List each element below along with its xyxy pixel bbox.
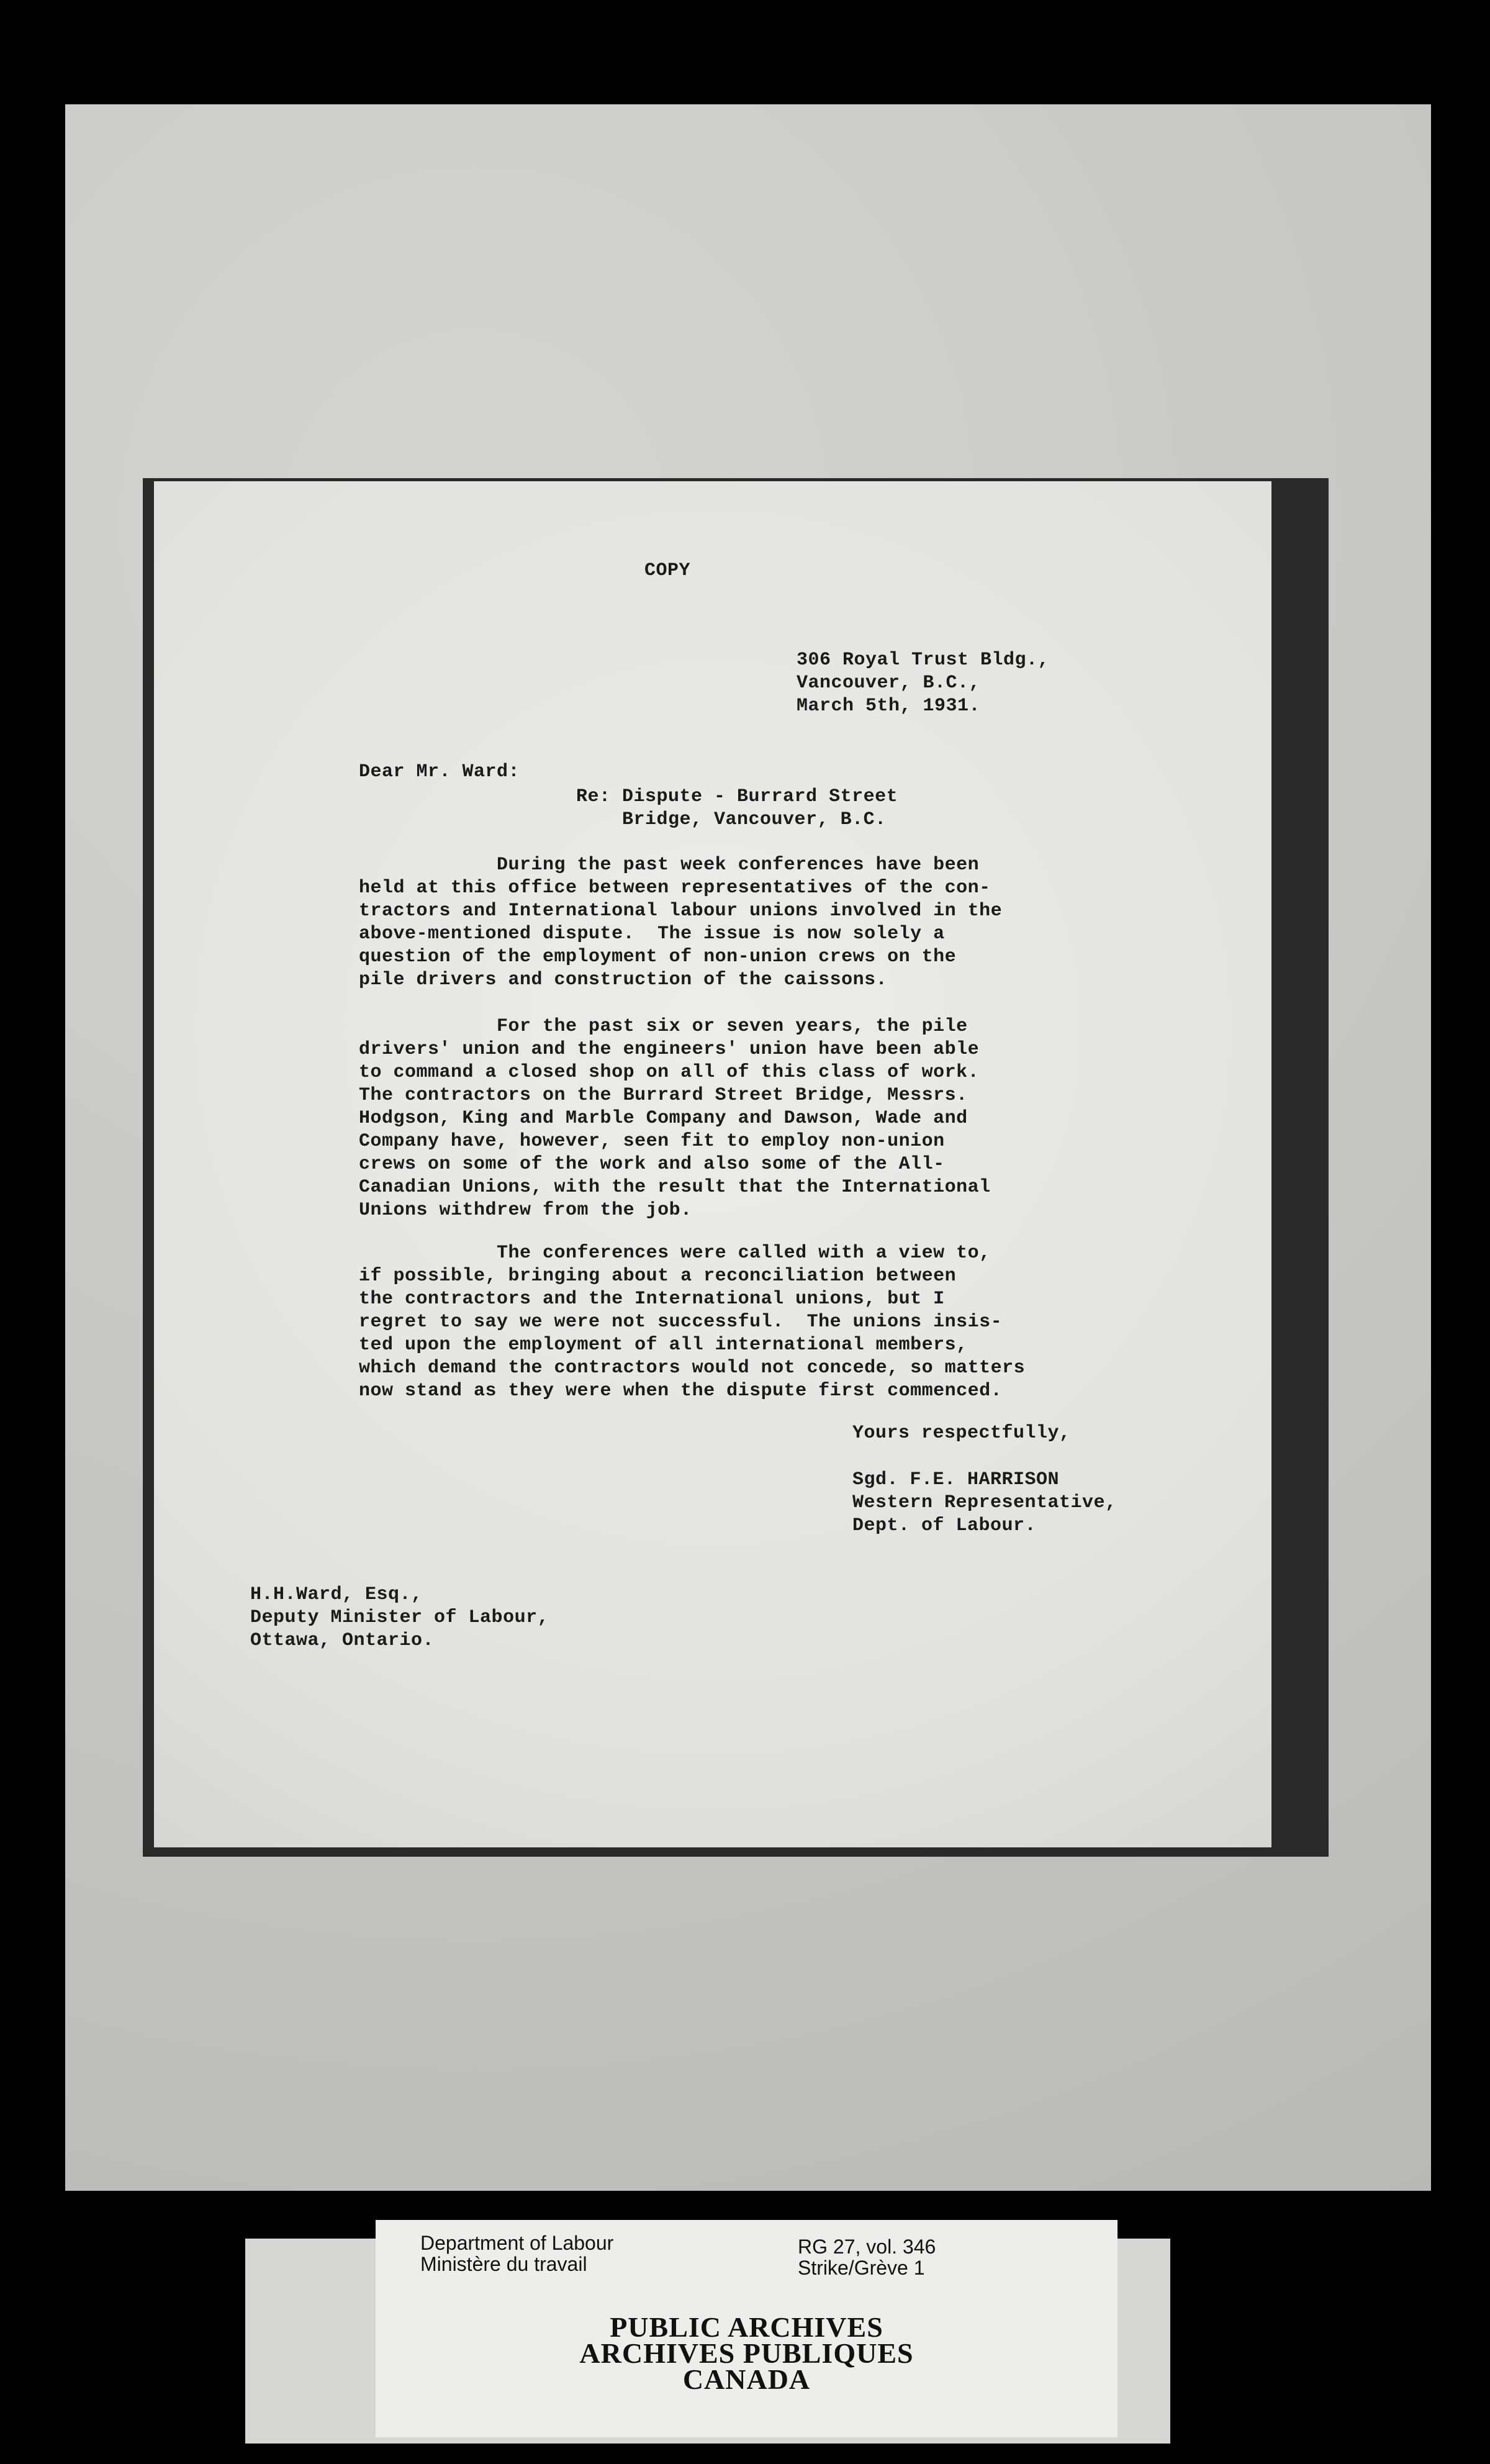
department-fr: Ministère du travail bbox=[420, 2253, 587, 2275]
salutation: Dear Mr. Ward: bbox=[359, 761, 520, 782]
record-group-reference: RG 27, vol. 346 bbox=[798, 2235, 936, 2258]
letter-page bbox=[154, 481, 1271, 1847]
paragraph-2: For the past six or seven years, the pile drivers' union and the engineers' union have been able to command a closed shop on all of this class of work. The contractors on the Burrard Street Bridge, Messrs. Hodgson, King and Marble Company and Dawson, Wade and Company have, however, seen fit to employ non-union crews on some of the work and also some of the All- Canadian Unions, with the result that the International Unions withdrew from the job. bbox=[359, 1016, 991, 1221]
archives-stamp-line-1: PUBLIC ARCHIVES bbox=[610, 2311, 883, 2343]
paragraph-1: During the past week conferences have been held at this office between representatives of the con- tractors and International labour unions involved in the above-mentioned dispute. The issue is now solely a question of the employment of non-union crews on the pile drivers and construction of the caissons. bbox=[359, 854, 1003, 990]
signature-block: Sgd. F.E. HARRISON Western Representative, Dept. of Labour. bbox=[852, 1469, 1117, 1536]
archive-label bbox=[376, 2220, 1118, 2437]
file-reference: Strike/Grève 1 bbox=[798, 2257, 925, 2279]
archives-stamp-line-2: ARCHIVES PUBLIQUES bbox=[579, 2337, 914, 2369]
department-en: Department of Labour bbox=[420, 2232, 614, 2254]
closing: Yours respectfully, bbox=[852, 1423, 1071, 1444]
paragraph-3: The conferences were called with a view to, if possible, bringing about a reconciliation between the contractors and the International unions, but I regret to say we were not successful. The unions insis- ted upon the employment of all international members, which demand the contractors would not concede, so matters now stand as they were when the dispute first commenced. bbox=[359, 1243, 1026, 1402]
subject-line: Re: Dispute - Burrard Street Bridge, Vancouver, B.C. bbox=[576, 786, 898, 830]
recipient-address: H.H.Ward, Esq., Deputy Minister of Labour, Ottawa, Ontario. bbox=[250, 1584, 549, 1651]
copy-heading: COPY bbox=[644, 560, 691, 581]
sender-address: 306 Royal Trust Bldg., Vancouver, B.C., March 5th, 1931. bbox=[797, 650, 1050, 717]
archives-stamp-line-3: CANADA bbox=[682, 2363, 811, 2395]
